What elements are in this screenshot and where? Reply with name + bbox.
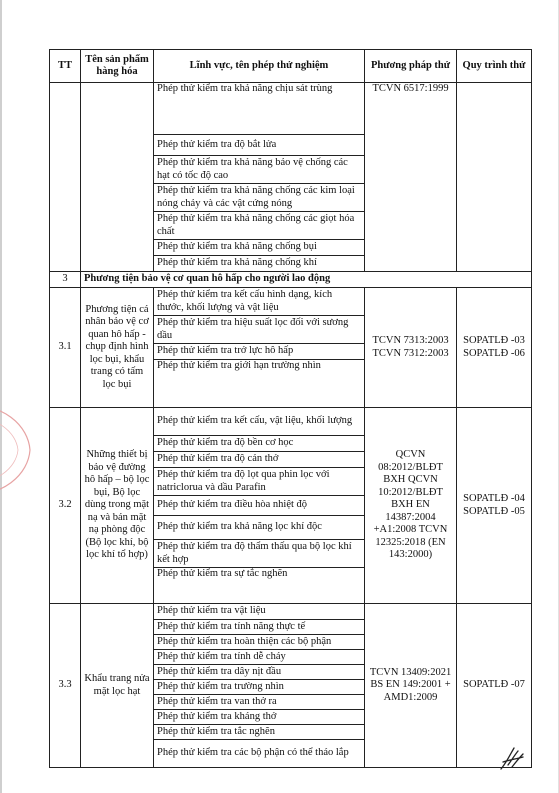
cont-method: TCVN 6517:1999	[365, 83, 457, 272]
test-item: Phép thử kiểm tra kết cấu, vật liệu, khối lượng	[154, 408, 365, 436]
test-item: Phép thử kiểm tra giới hạn trường nhìn	[154, 360, 365, 408]
test-item: Phép thử kiểm tra khả năng chống các kim loại nóng chảy và các vật cứng nóng	[154, 184, 365, 212]
test-procedure: SOPATLĐ -04 SOPATLĐ -05	[457, 408, 532, 604]
row-number: 3.3	[50, 604, 81, 768]
page-left-edge	[0, 0, 2, 793]
row-number: 3.2	[50, 408, 81, 604]
test-method: TCVN 7313:2003 TCVN 7312:2003	[365, 288, 457, 408]
test-item: Phép thử kiểm tra tắc nghẽn	[154, 725, 365, 740]
product-name: Khẩu trang nửa mặt lọc hạt	[81, 604, 154, 768]
test-item: Phép thử kiểm tra tính dễ cháy	[154, 650, 365, 665]
test-item: Phép thử kiểm tra độ cản thở	[154, 452, 365, 468]
test-item: Phép thử kiểm tra kết cấu hình dạng, kích thước, khối lượng và vật liệu	[154, 288, 365, 316]
test-item: Phép thử kiểm tra khả năng chống khí	[154, 256, 365, 272]
test-item: Phép thử kiểm tra trở lực hô hấp	[154, 344, 365, 360]
cont-tt-cell	[50, 83, 81, 272]
test-item: Phép thử kiểm tra trường nhìn	[154, 680, 365, 695]
test-item: Phép thử kiểm tra khả năng chống bụi	[154, 240, 365, 256]
header-row	[50, 50, 532, 83]
test-item: Phép thử kiểm tra sự tắc nghẽn	[154, 568, 365, 604]
header-procedure: Quy trình thử	[457, 50, 532, 83]
test-item: Phép thử kiểm tra độ bắt lửa	[154, 135, 365, 156]
table-row	[50, 604, 532, 620]
product-name: Phương tiện cá nhân bảo vệ cơ quan hô hấp - chụp định hình lọc bụi, khẩu trang có tấm lọc bụi	[81, 288, 154, 408]
test-procedure: SOPATLĐ -03 SOPATLĐ -06	[457, 288, 532, 408]
header-product: Tên sản phẩm hàng hóa	[81, 50, 154, 83]
test-procedure: SOPATLĐ -07	[457, 604, 532, 768]
red-stamp-seal	[0, 395, 36, 505]
header-method: Phương pháp thử	[365, 50, 457, 83]
cont-procedure-cell	[457, 83, 532, 272]
test-item: Phép thử kiểm tra khả năng lọc khí độc	[154, 516, 365, 540]
test-item: Phép thử kiểm tra khả năng bảo vệ chống các hạt có tốc độ cao	[154, 156, 365, 184]
test-item: Phép thử kiểm tra vật liệu	[154, 604, 365, 620]
section-number: 3	[50, 272, 81, 288]
test-item: Phép thử kiểm tra điều hòa nhiệt độ	[154, 496, 365, 516]
test-item: Phép thử kiểm tra độ lọt qua phin lọc với natriclorua và dầu Parafin	[154, 468, 365, 496]
table-row	[50, 83, 532, 135]
test-item: Phép thử kiểm tra khả năng chống các giọt hóa chất	[154, 212, 365, 240]
test-item: Phép thử kiểm tra khả năng chịu sát trùng	[154, 83, 365, 135]
header-tt: TT	[50, 50, 81, 83]
header-field: Lĩnh vực, tên phép thử nghiệm	[154, 50, 365, 83]
product-name: Những thiết bị bảo vệ đường hô hấp – bộ lọc bụi, Bộ lọc dùng trong mặt nạ và bán mặt nạ phòng độc (Bộ lọc khí, bộ lọc khí tổ hợp)	[81, 408, 154, 604]
signature-mark	[498, 745, 526, 773]
test-item: Phép thử kiểm tra dây nịt đầu	[154, 665, 365, 680]
row-number: 3.1	[50, 288, 81, 408]
test-item: Phép thử kiểm tra van thở ra	[154, 695, 365, 710]
section-title: Phương tiện bảo vệ cơ quan hô hấp cho người lao động	[81, 272, 532, 288]
test-item: Phép thử kiểm tra các bộ phận có thể tháo lắp	[154, 740, 365, 768]
test-item: Phép thử kiểm tra hoàn thiện các bộ phận	[154, 635, 365, 650]
test-method: TCVN 13409:2021 BS EN 149:2001 + AMD1:2009	[365, 604, 457, 768]
test-method: QCVN 08:2012/BLĐT BXH QCVN 10:2012/BLĐT BXH EN 14387:2004 +A1:2008 TCVN 12325:2018 (EN 143:2000)	[365, 408, 457, 604]
test-item: Phép thử kiểm tra độ thẩm thấu qua bộ lọc khí kết hợp	[154, 540, 365, 568]
test-methods-table	[49, 49, 532, 768]
test-item: Phép thử kiểm tra tính năng thực tế	[154, 620, 365, 635]
cont-product-cell	[81, 83, 154, 272]
table-row	[50, 288, 532, 316]
table-row	[50, 408, 532, 436]
test-item: Phép thử kiểm tra kháng thở	[154, 710, 365, 725]
test-item: Phép thử kiểm tra độ bền cơ học	[154, 436, 365, 452]
test-item: Phép thử kiểm tra hiệu suất lọc đối với sương dầu	[154, 316, 365, 344]
section-row	[50, 272, 532, 288]
